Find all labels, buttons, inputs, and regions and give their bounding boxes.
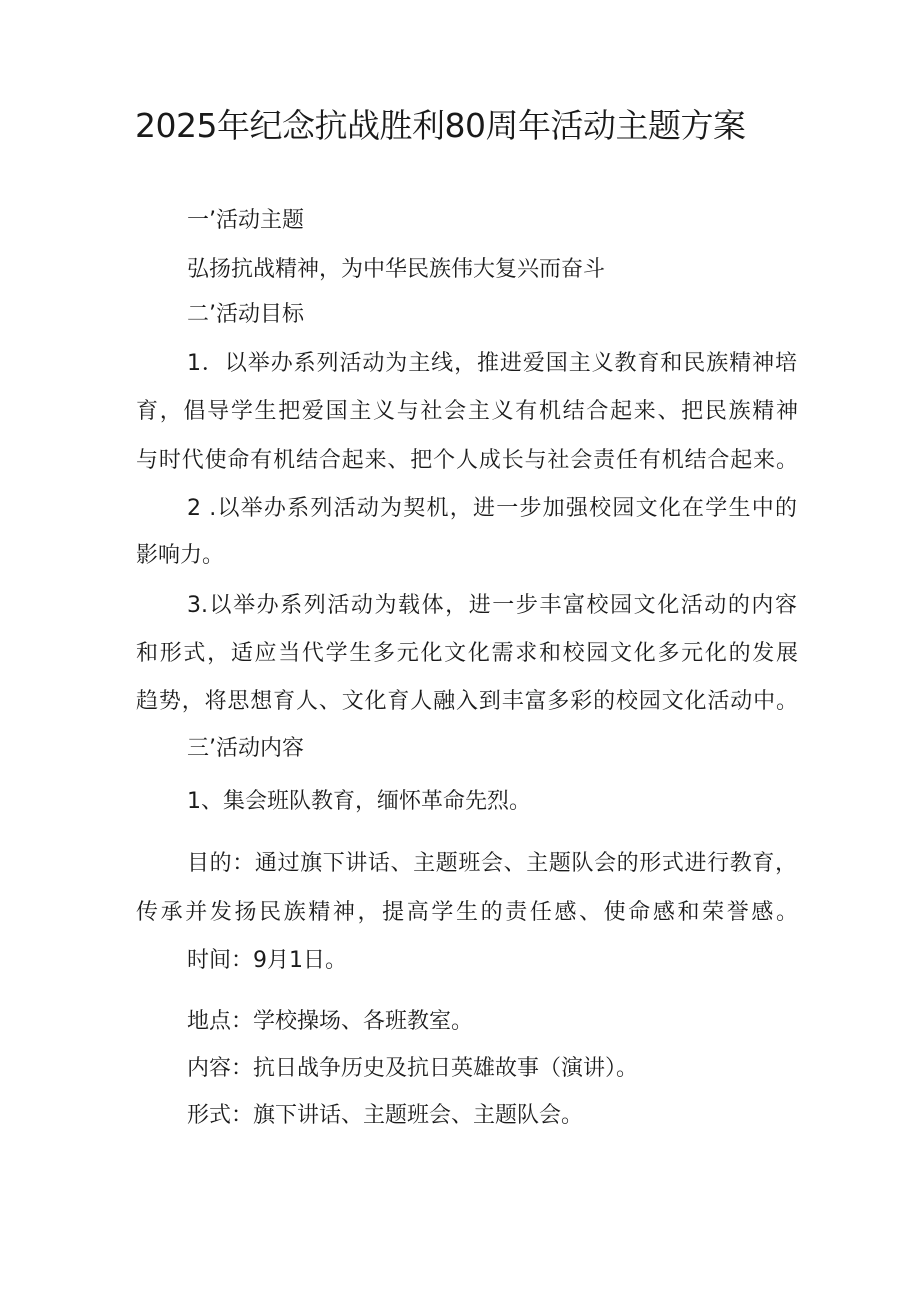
content-item-1-title: 1、集会班队教育，缅怀革命先烈。 <box>187 789 531 814</box>
theme-text: 弘扬抗战精神，为中华民族伟大复兴而奋斗 <box>187 257 606 282</box>
purpose-line-2: 传承并发扬民族精神，提高学生的责任感、使命感和荣誉感。 <box>136 900 798 925</box>
goal-1-line-1: 1．以举办系列活动为主线，推进爱国主义教育和民族精神培 <box>187 351 797 376</box>
section-heading-theme: 一’活动主题 <box>187 208 304 233</box>
purpose-line-1: 目的：通过旗下讲话、主题班会、主题队会的形式进行教育， <box>187 851 797 876</box>
goal-3-line-2: 和形式，适应当代学生多元化文化需求和校园文化多元化的发展 <box>136 641 798 666</box>
content-line: 内容：抗日战争历史及抗日英雄故事（演讲）。 <box>187 1056 639 1081</box>
time-line: 时间：9月1日。 <box>187 948 347 973</box>
section-heading-goals: 二’活动目标 <box>187 302 304 327</box>
goal-2-line-1: 2 .以举办系列活动为契机，进一步加强校园文化在学生中的 <box>187 496 797 521</box>
goal-3-line-1: 3.以举办系列活动为载体，进一步丰富校园文化活动的内容 <box>187 593 797 618</box>
goal-1-line-2: 育，倡导学生把爱国主义与社会主义有机结合起来、把民族精神 <box>136 399 798 424</box>
section-heading-content: 三’活动内容 <box>187 736 304 761</box>
form-line: 形式：旗下讲话、主题班会、主题队会。 <box>187 1103 584 1128</box>
goal-2-line-2: 影响力。 <box>136 543 225 568</box>
goal-1-line-3: 与时代使命有机结合起来、把个人成长与社会责任有机结合起来。 <box>136 448 798 473</box>
goal-3-line-3: 趋势，将思想育人、文化育人融入到丰富多彩的校园文化活动中。 <box>136 689 798 714</box>
place-line: 地点：学校操场、各班教室。 <box>187 1009 474 1034</box>
document-title: 2025年纪念抗战胜利80周年活动主题方案 <box>135 106 746 145</box>
